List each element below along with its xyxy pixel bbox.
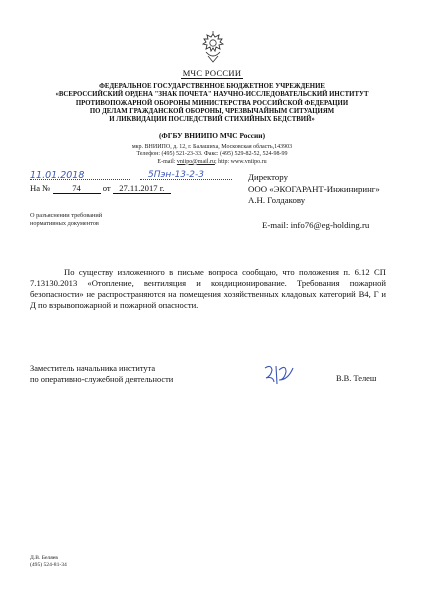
handwritten-signature-icon bbox=[262, 362, 296, 388]
org-line: «ВСЕРОССИЙСКИЙ ОРДЕНА "ЗНАК ПОЧЕТА" НАУЧНО-ИССЛЕДОВАТЕЛЬСКИЙ ИНСТИТУТ bbox=[55, 91, 369, 99]
org-line: ФЕДЕРАЛЬНОЕ ГОСУДАРСТВЕННОЕ БЮДЖЕТНОЕ УЧРЕЖДЕНИЕ bbox=[99, 83, 325, 90]
addressee-name: А.Н. Голдакову bbox=[248, 195, 306, 205]
org-contacts bbox=[0, 144, 424, 166]
executor-name: Д.В. Беляев bbox=[30, 555, 58, 561]
ref-from-word: от bbox=[102, 183, 111, 193]
org-line: ПО ДЕЛАМ ГРАЖДАНСКОЙ ОБОРОНЫ, ЧРЕЗВЫЧАЙНЫМ СИТУАЦИЯМ bbox=[89, 107, 335, 115]
ref-number-prefix: На № bbox=[30, 183, 51, 193]
ref-number: 74 bbox=[53, 183, 101, 194]
org-line: ПРОТИВОПОЖАРНОЙ ОБОРОНЫ МИНИСТЕРСТВА РОССИЙСКОЙ ФЕДЕРАЦИИ bbox=[75, 99, 349, 107]
addressee-company: ООО «ЭКОГАРАНТ-Инжиниринг» bbox=[248, 183, 380, 194]
signatory-position: Заместитель начальника института по оперативно-служебной деятельности bbox=[30, 364, 174, 384]
org-phones: Телефон: (495) 521-23-33. Факс: (495) 529-82-52, 524-98-99 bbox=[136, 151, 288, 158]
signatory-name: В.В. Телеш bbox=[336, 374, 377, 383]
reference-row bbox=[30, 183, 230, 194]
executor-info bbox=[30, 555, 67, 569]
outgoing-number-handwritten: 5Пэн-13-2-3 bbox=[148, 170, 204, 180]
org-line: И ЛИКВИДАЦИИ ПОСЛЕДСТВИЙ СТИХИЙНЫХ БЕДСТВИЙ» bbox=[109, 116, 315, 124]
organization-name bbox=[0, 83, 424, 124]
date-dotted-line bbox=[30, 179, 130, 180]
executor-phone: (495) 524-81-34 bbox=[30, 562, 67, 568]
number-dotted-line bbox=[140, 179, 232, 180]
org-short-name: (ФГБУ ВНИИПО МЧС России) bbox=[158, 131, 266, 140]
addressee-block bbox=[248, 172, 418, 207]
letter-subject: О разъяснении требований нормативных документов bbox=[30, 212, 103, 227]
org-address: мкр. ВНИИПО, д. 12, г. Балашиха, Московская область,143903 bbox=[131, 144, 293, 150]
addressee-position: Директору bbox=[248, 172, 288, 182]
ref-date: 27.11.2017 г. bbox=[113, 183, 171, 194]
mchs-emblem-icon bbox=[198, 30, 228, 64]
outgoing-date-handwritten: 11.01.2018 bbox=[30, 170, 85, 181]
letter-body bbox=[30, 267, 386, 311]
ministry-name: МЧС РОССИИ bbox=[182, 68, 242, 78]
org-email-line: E-mail: vniipo@mail.ru; http: www.vniipo.ru bbox=[157, 158, 267, 165]
body-paragraph: По существу изложенного в письме вопроса сообщаю, что положения п. 6.12 СП 7.13130.2013 «Отопление, вентиляция и кондиционирование. Требования пожарной безопасности» не распространяются на помещения хозяйственных кладовых категорий В4, Г и Д по взрывопожарной и пожарной опасности. bbox=[30, 267, 386, 310]
org-email-link[interactable]: vniipo@mail.ru bbox=[176, 158, 215, 165]
addressee-email: E-mail: info76@eg-holding.ru bbox=[262, 220, 370, 230]
